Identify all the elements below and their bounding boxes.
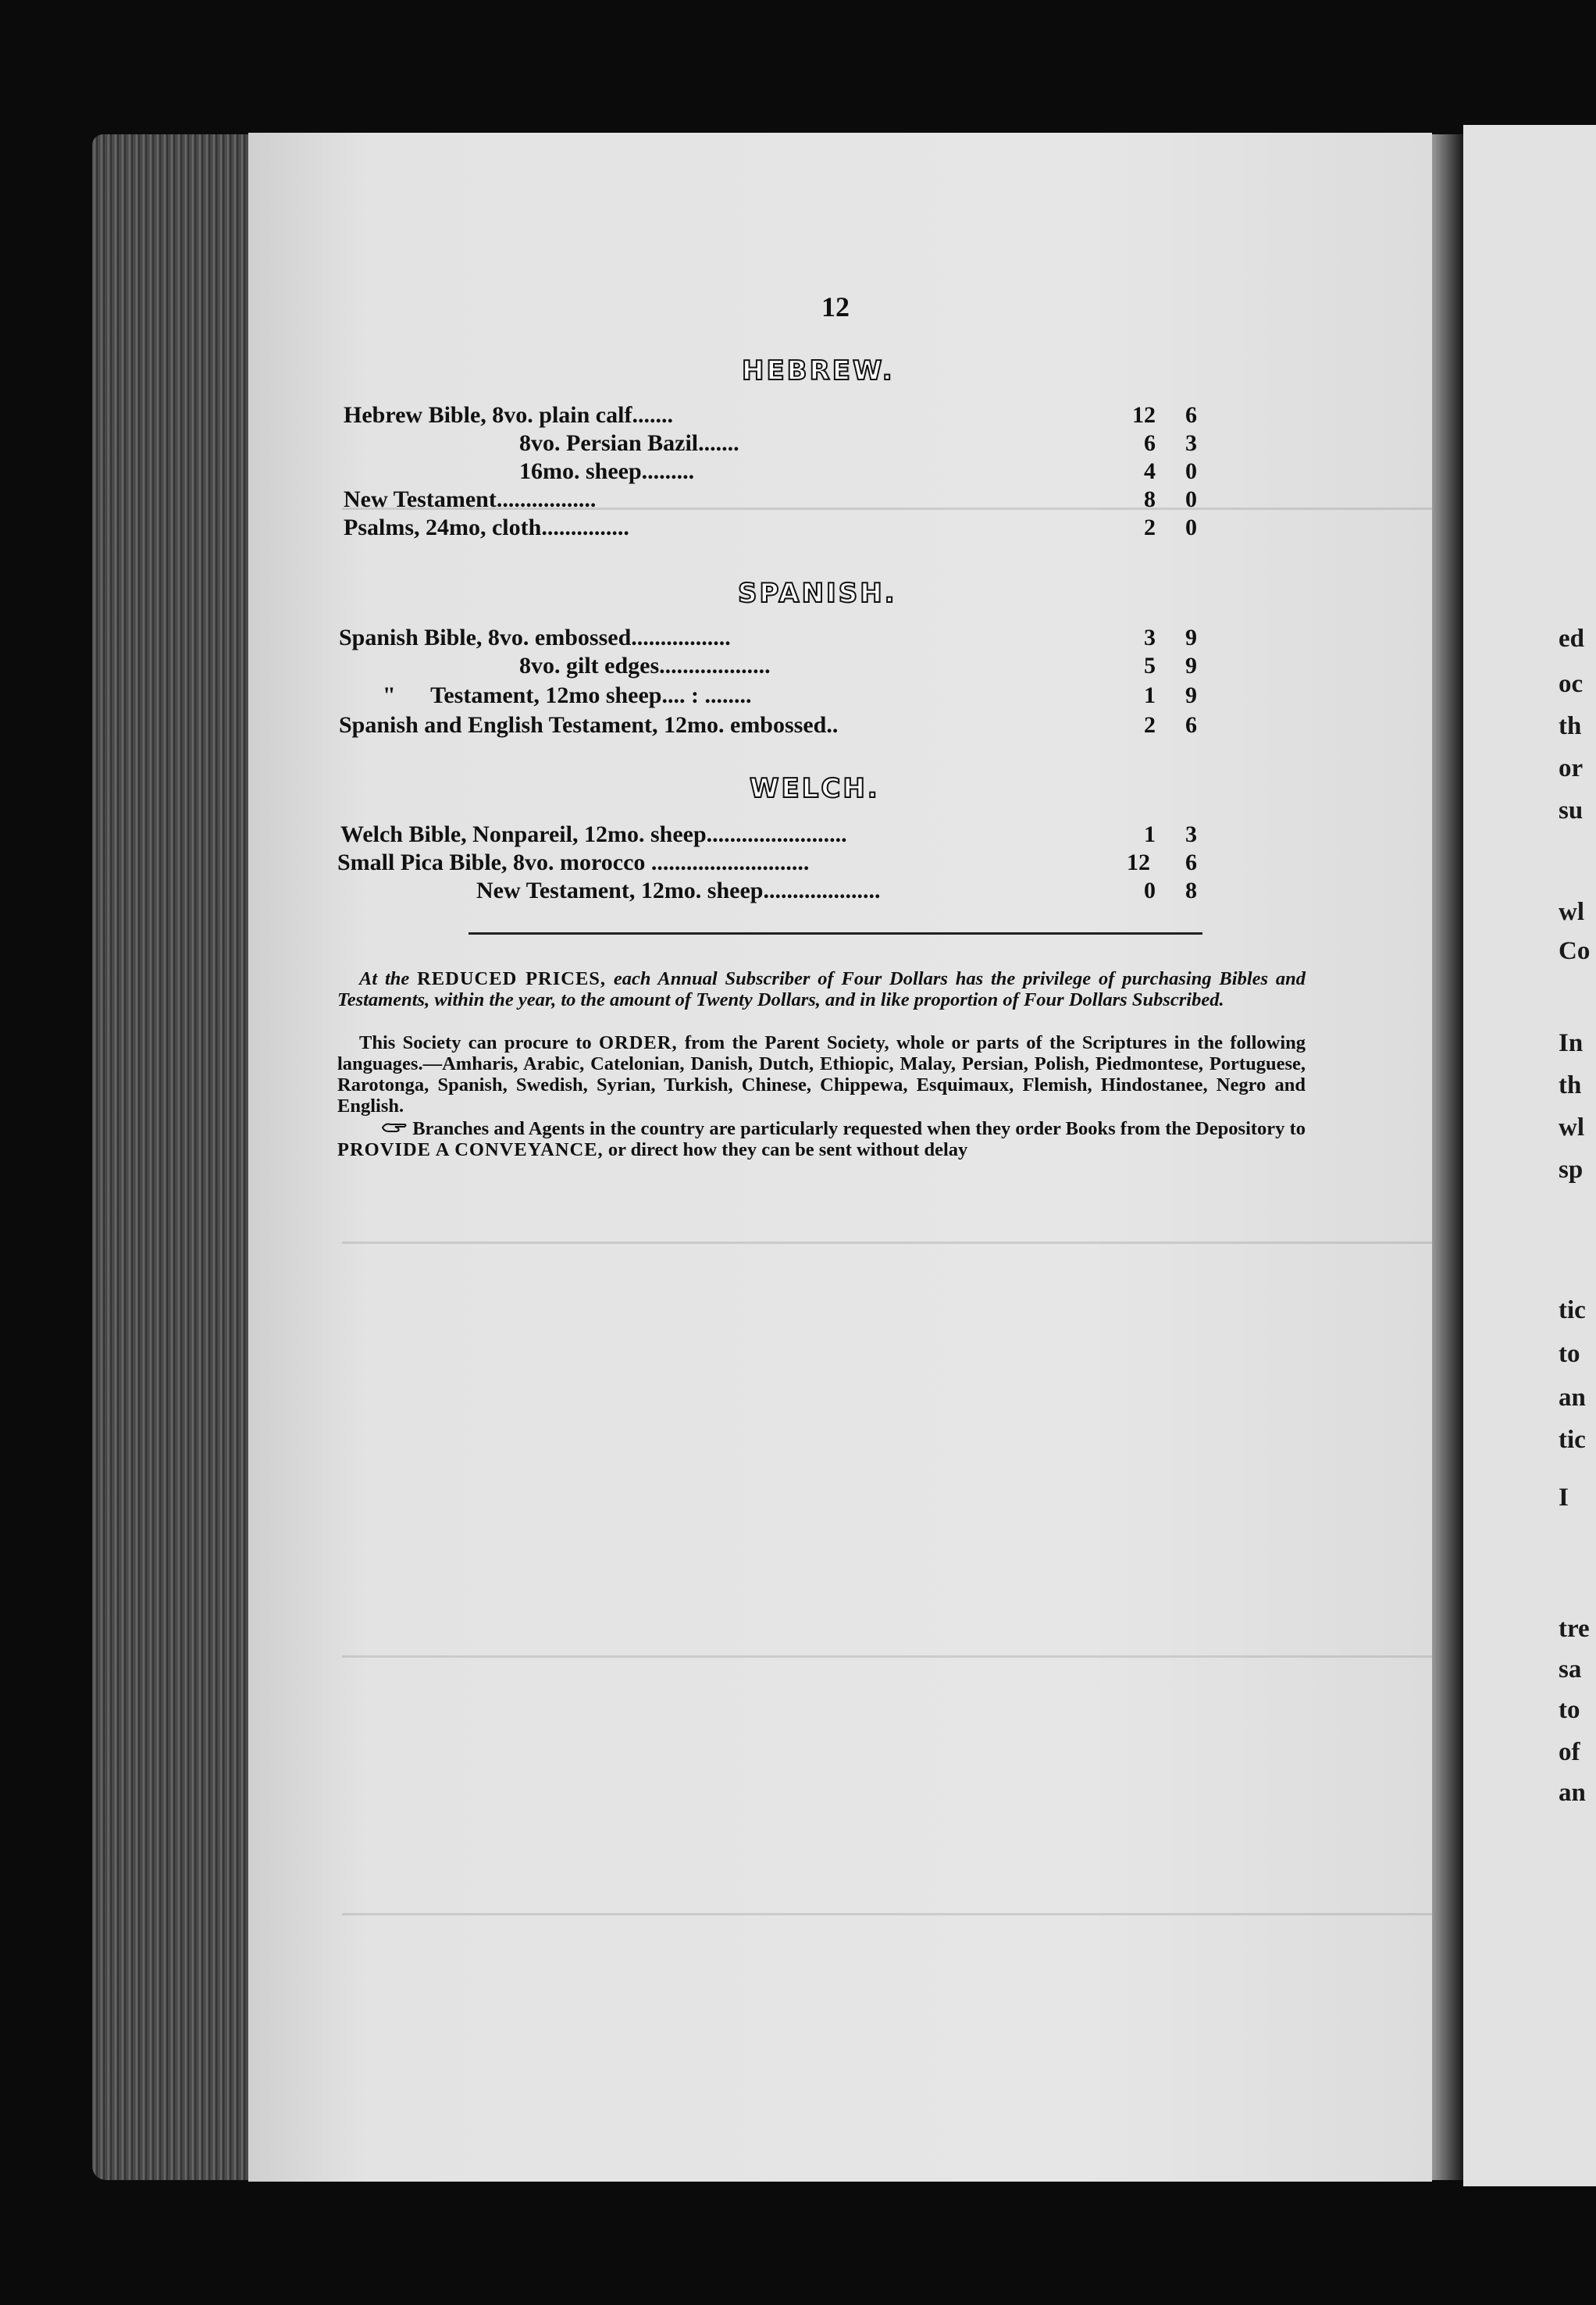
price-shillings: 12 — [1132, 402, 1156, 428]
entry-label: Spanish Bible, 8vo. embossed................. — [339, 625, 731, 650]
next-page-fragment: oc — [1559, 670, 1584, 698]
note-lead: Branches and Agents in the country are particularly requested when they order Books from the Depository to — [412, 1118, 1306, 1139]
price-shillings: 5 — [1144, 653, 1156, 679]
price-pence: 6 — [1185, 712, 1197, 738]
note-branches — [337, 1118, 1306, 1160]
entry-label: " Testament, 12mo sheep.... : ........ — [383, 682, 752, 708]
price-shillings: 1 — [1144, 821, 1156, 847]
next-page-fragment: th — [1559, 1071, 1582, 1099]
next-page-fragment: to — [1559, 1340, 1580, 1368]
entry-label: New Testament................. — [344, 486, 597, 512]
price-shillings: 0 — [1144, 878, 1156, 903]
note-body: each Annual Subscriber of Four Dollars has the privilege of purchasing Bibles and Testaments, within the year, to the amount of Twenty Dollars, and in like proportion of Four Dollars Subscribed. — [337, 968, 1306, 1010]
price-shillings: 1 — [1144, 682, 1156, 708]
next-page-fragment: su — [1559, 796, 1584, 825]
next-page-fragment: sa — [1559, 1655, 1582, 1683]
note-caps: REDUCED PRICES, — [417, 968, 607, 989]
price-shillings: 2 — [1144, 515, 1156, 540]
book-edge — [92, 134, 261, 2180]
note-lead: At the — [359, 968, 410, 989]
next-page-fragment: sp — [1559, 1156, 1584, 1184]
note-lead: This Society can procure to — [359, 1032, 592, 1053]
price-pence: 3 — [1185, 821, 1197, 847]
price-pence: 3 — [1185, 430, 1197, 456]
price-shillings: 3 — [1144, 625, 1156, 650]
price-shillings: 8 — [1144, 486, 1156, 512]
price-pence: 0 — [1185, 486, 1197, 512]
price-shillings: 12 — [1127, 850, 1150, 875]
price-pence: 6 — [1185, 402, 1197, 428]
next-page-fragment: or — [1559, 754, 1584, 782]
price-pence: 0 — [1185, 515, 1197, 540]
entry-label: Spanish and English Testament, 12mo. embossed.. — [339, 712, 839, 738]
entry-label: Hebrew Bible, 8vo. plain calf....... — [344, 402, 673, 428]
note-body: or direct how they can be sent without delay — [607, 1139, 968, 1160]
note-order — [337, 1032, 1306, 1117]
next-page-fragment: wl — [1559, 1113, 1584, 1142]
next-page-fragment: Co — [1559, 937, 1591, 965]
next-page-fragment: ed — [1559, 625, 1584, 653]
entry-label: Small Pica Bible, 8vo. morocco ........................... — [337, 850, 810, 875]
section-heading-hebrew: HEBREW. — [742, 355, 895, 387]
note-caps: PROVIDE A CONVEYANCE, — [337, 1139, 604, 1160]
next-page-fragment: th — [1559, 712, 1582, 740]
note-reduced-prices — [337, 968, 1306, 1010]
price-shillings: 6 — [1144, 430, 1156, 456]
next-page-fragment: tre — [1559, 1615, 1590, 1643]
next-page-fragment: wl — [1559, 898, 1584, 926]
next-page-fragment: of — [1559, 1738, 1580, 1766]
price-shillings: 4 — [1144, 458, 1156, 484]
next-page-fragment: tic — [1559, 1426, 1586, 1454]
section-heading-welch: WELCH. — [750, 773, 880, 804]
price-pence: 8 — [1185, 878, 1197, 903]
next-page-fragment: an — [1559, 1779, 1586, 1807]
entry-label: 16mo. sheep......... — [519, 458, 695, 484]
section-heading-spanish: SPANISH. — [738, 578, 897, 609]
next-page-fragment: I — [1559, 1484, 1569, 1512]
next-page — [1463, 125, 1596, 2186]
gutter — [1432, 134, 1463, 2180]
note-body: from the Parent Society, whole or parts of the Scriptures in the following languages.—Amharis, Arabic, Catelonian, Danish, Dutch, Ethiopic, Malay, Persian, Polish, Piedmontese, Portuguese, Rarotonga, Spanish, Swedish, Syrian, Turkish, Chinese, Chippewa, Esquimaux, Flemish, Hindostanee, Negro and English. — [337, 1032, 1306, 1117]
price-pence: 9 — [1185, 625, 1197, 650]
note-caps: ORDER, — [598, 1032, 678, 1053]
next-page-fragment: tic — [1559, 1296, 1586, 1324]
pointing-hand-icon — [359, 1118, 408, 1139]
next-page-fragment: In — [1559, 1029, 1584, 1057]
entry-label: New Testament, 12mo. sheep.................... — [476, 878, 881, 903]
entry-label: Psalms, 24mo, cloth............... — [344, 515, 629, 540]
price-pence: 9 — [1185, 653, 1197, 679]
price-pence: 0 — [1185, 458, 1197, 484]
divider-rule — [468, 932, 1202, 935]
entry-label: Welch Bible, Nonpareil, 12mo. sheep........................ — [340, 821, 847, 847]
price-shillings: 2 — [1144, 712, 1156, 738]
next-page-fragment: to — [1559, 1696, 1580, 1724]
entry-label: 8vo. Persian Bazil....... — [519, 430, 739, 456]
page-number: 12 — [821, 291, 850, 322]
price-pence: 6 — [1185, 850, 1197, 875]
entry-label: 8vo. gilt edges................... — [519, 653, 771, 679]
price-pence: 9 — [1185, 682, 1197, 708]
next-page-fragment: an — [1559, 1384, 1586, 1412]
